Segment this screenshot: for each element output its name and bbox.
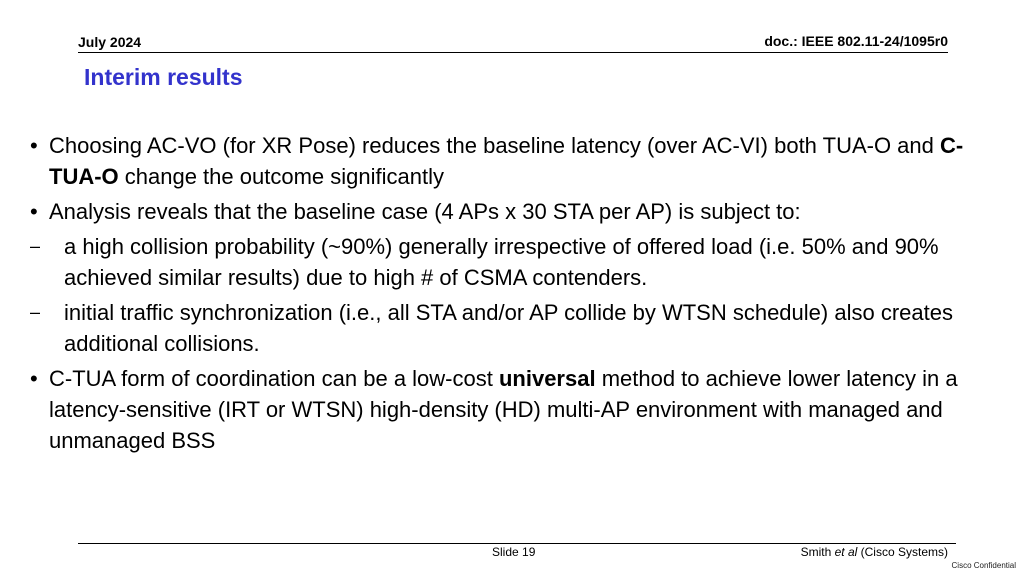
sub-bullet-2 <box>30 297 990 359</box>
slide-title: Interim results <box>84 64 243 90</box>
footer-author-org: (Cisco Systems) <box>857 545 948 559</box>
bullet-marker: • <box>30 133 38 158</box>
header-doc-id: doc.: IEEE 802.11-24/1095r0 <box>764 33 948 49</box>
header-date: July 2024 <box>78 34 142 50</box>
slide-body <box>30 130 990 460</box>
bullet-1 <box>30 130 990 192</box>
footer-author-etal: et al <box>834 545 858 559</box>
footer-author-name: Smith <box>800 545 835 559</box>
sub-bullet-1-text: a high collision probability (~90%) generally irrespective of offered load (i.e. 50% and 90% achieved similar results) due to high # of CSMA contenders. <box>64 234 939 290</box>
bullet-3 <box>30 363 990 456</box>
bullet-marker: • <box>30 199 38 224</box>
bullet-3-text-a: C-TUA form of coordination can be a low-cost <box>49 366 499 391</box>
bullet-2-text: Analysis reveals that the baseline case (4 APs x 30 STA per AP) is subject to: <box>49 199 801 224</box>
sub-bullet-1 <box>30 231 990 293</box>
bullet-marker: • <box>30 366 38 391</box>
sub-bullet-2-text: initial traffic synchronization (i.e., all STA and/or AP collide by WTSN schedule) also creates additional collisions. <box>64 300 953 356</box>
bullet-1-text-b: change the outcome significantly <box>118 164 444 189</box>
slide-number: Slide 19 <box>492 545 536 559</box>
bullet-3-bold: universal <box>498 366 596 391</box>
bullet-2 <box>30 196 990 227</box>
bullet-3-text-b: method to achieve lower latency in a latency-sensitive (IRT or WTSN) high-density (HD) multi-AP environment with managed and unmanaged BSS <box>49 366 958 453</box>
footer-author <box>801 545 948 559</box>
confidential-label: Cisco Confidential <box>951 561 1016 570</box>
header-rule <box>78 52 948 53</box>
sub-bullet-marker: – <box>30 236 41 256</box>
bullet-1-text-a: Choosing AC-VO (for XR Pose) reduces the baseline latency (over AC-VI) both TUA-O and <box>49 133 940 158</box>
footer-rule <box>78 543 956 544</box>
sub-bullet-marker: – <box>30 302 41 322</box>
bullet-1-bold: C-TUA-O <box>49 133 964 189</box>
